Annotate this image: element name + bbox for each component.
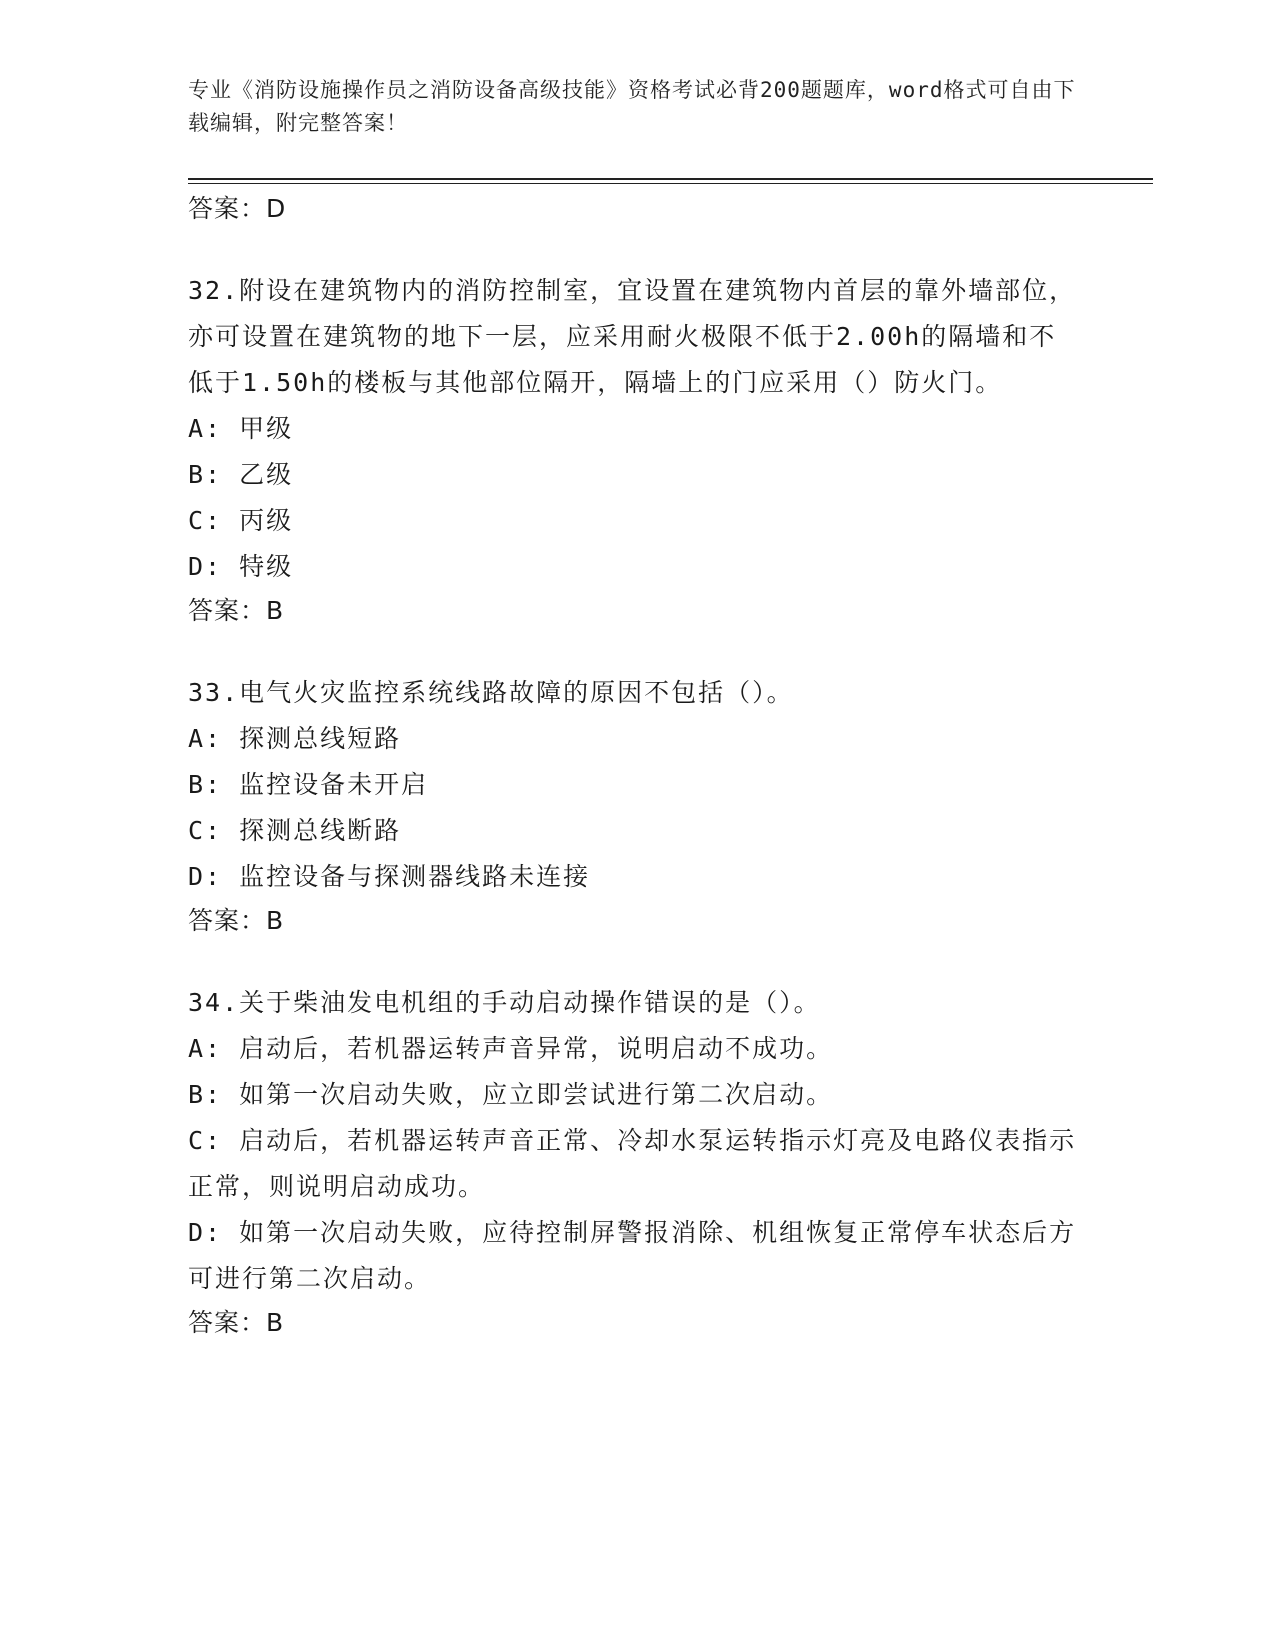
question-stem: 32.附设在建筑物内的消防控制室，宜设置在建筑物内首层的靠外墙部位，亦可设置在建筑物的地下一层，应采用耐火极限不低于2.00h的隔墙和不低于1.50h的楼板与其他部位隔开，隔墙上的门应采用（）防火门。 xyxy=(188,276,1077,397)
option-b: B: 如第一次启动失败，应立即尝试进行第二次启动。 xyxy=(188,1080,834,1109)
page-header-text: 专业《消防设施操作员之消防设备高级技能》资格考试必背200题题库，word格式可自由下载编辑，附完整答案！ xyxy=(188,78,1076,135)
option-a: A: 启动后，若机器运转声音异常，说明启动不成功。 xyxy=(188,1034,834,1063)
option-b: B: 监控设备未开启 xyxy=(188,770,429,799)
option-d: D: 监控设备与探测器线路未连接 xyxy=(188,862,591,891)
option-c: C: 丙级 xyxy=(188,506,294,535)
answer-line: 答案：B xyxy=(188,596,285,625)
page-header xyxy=(188,74,1078,140)
option-a: A: 甲级 xyxy=(188,414,294,443)
option-c: C: 探测总线断路 xyxy=(188,816,402,845)
question-stem: 34.关于柴油发电机组的手动启动操作错误的是（）。 xyxy=(188,988,821,1017)
header-divider xyxy=(188,178,1153,180)
question-33 xyxy=(188,670,1078,938)
option-d: D: 如第一次启动失败，应待控制屏警报消除、机组恢复正常停车状态后方可进行第二次启动。 xyxy=(188,1218,1077,1293)
question-32 xyxy=(188,268,1078,628)
option-d: D: 特级 xyxy=(188,552,294,581)
header-divider-thin xyxy=(188,183,1153,184)
option-c: C: 启动后，若机器运转声音正常、冷却水泵运转指示灯亮及电路仪表指示正常，则说明启动成功。 xyxy=(188,1126,1077,1201)
option-a: A: 探测总线短路 xyxy=(188,724,402,753)
question-stem: 33.电气火灾监控系统线路故障的原因不包括（）。 xyxy=(188,678,794,707)
option-b: B: 乙级 xyxy=(188,460,294,489)
answer-line: 答案：B xyxy=(188,906,285,935)
question-34 xyxy=(188,980,1078,1340)
answer-line: 答案：B xyxy=(188,1308,285,1337)
document-body xyxy=(188,192,1078,1340)
answer-line: 答案：D xyxy=(188,194,287,223)
